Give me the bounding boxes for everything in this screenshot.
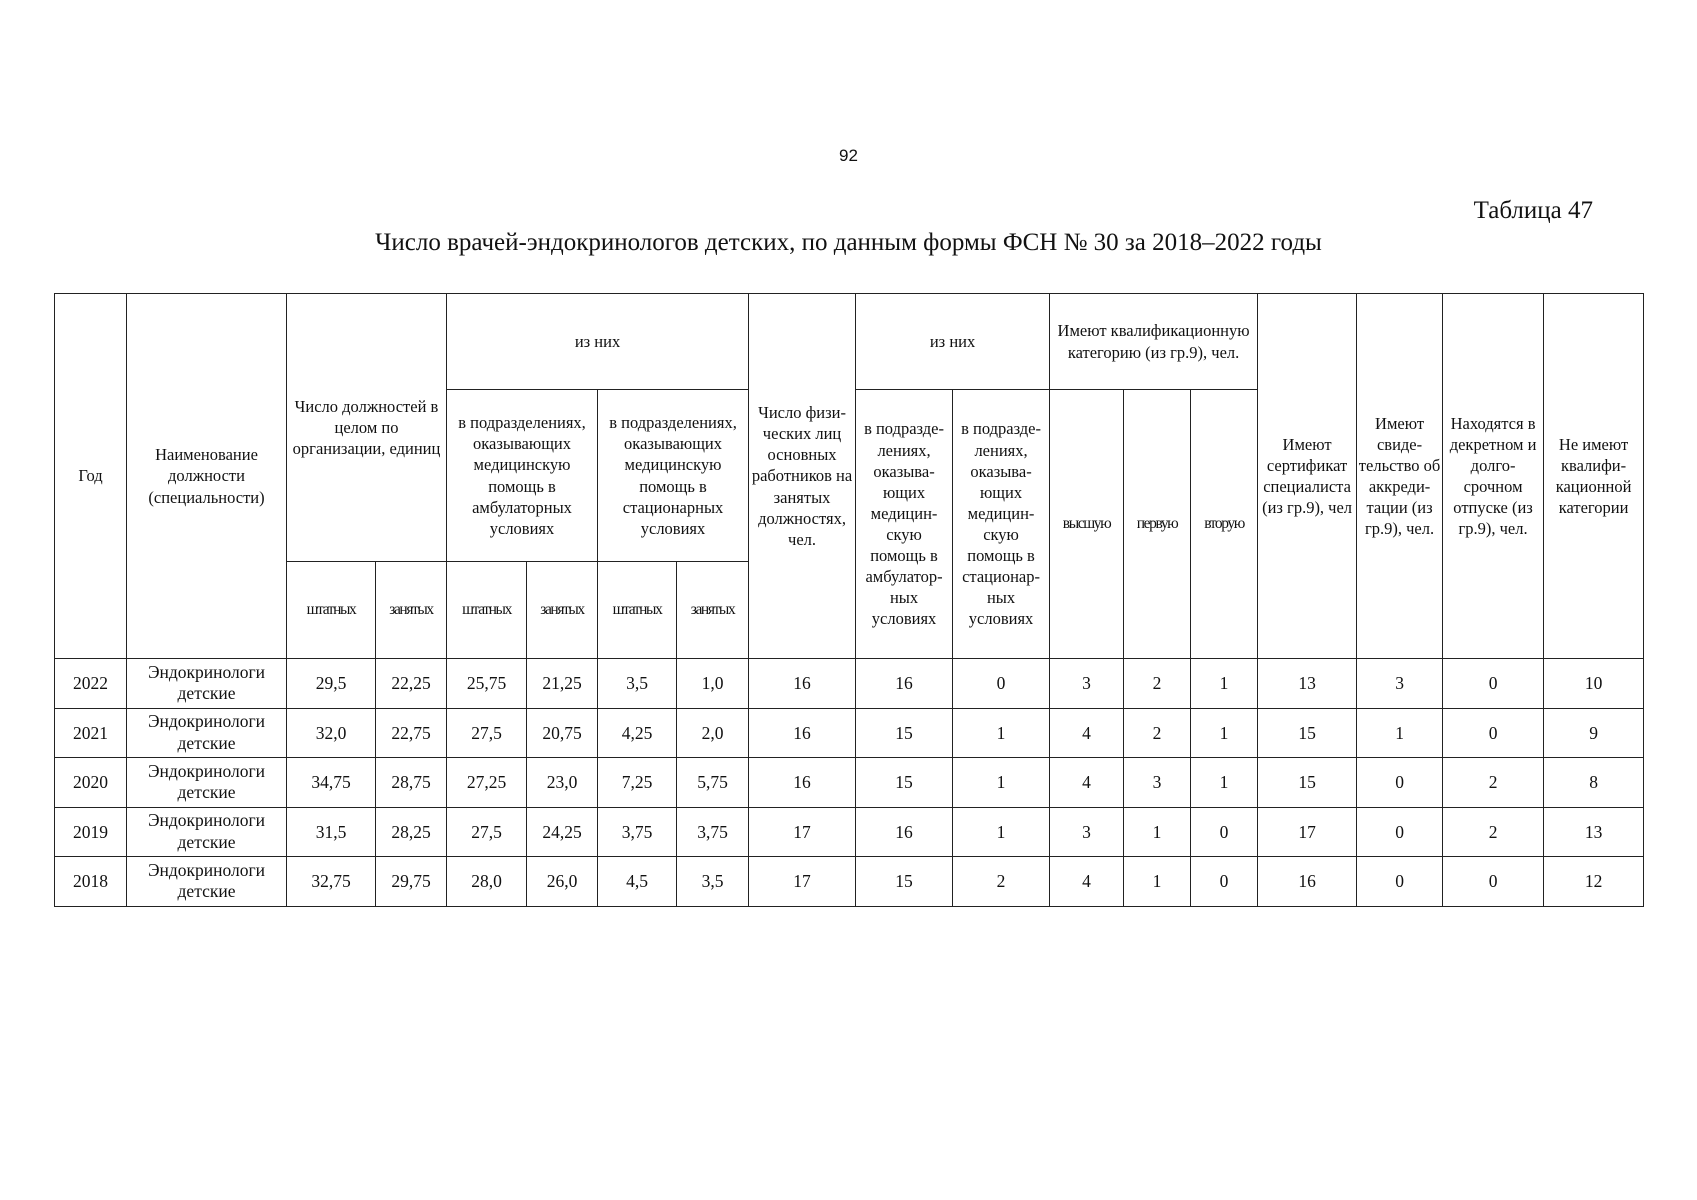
table-body (55, 659, 1644, 907)
cell-highest: 4 (1050, 857, 1124, 907)
cell-accreditation: 0 (1357, 758, 1443, 808)
page-number: 92 (839, 146, 858, 165)
cell-no-category: 10 (1544, 659, 1644, 709)
table-header (55, 294, 1644, 659)
cell-persons: 17 (749, 857, 856, 907)
cell-in-occupied: 5,75 (677, 758, 749, 808)
cell-accreditation: 0 (1357, 857, 1443, 907)
cell-year: 2018 (55, 857, 127, 907)
cell-in-occupied: 3,5 (677, 857, 749, 907)
cell-persons-out: 16 (856, 807, 953, 857)
header-physical-persons: Число физи-ческих лиц основных работников на занятых должностях, чел. (749, 294, 856, 659)
cell-leave: 0 (1443, 708, 1544, 758)
header-of-them-positions: из них (447, 294, 749, 390)
header-second: вторую (1191, 390, 1258, 659)
cell-persons-out: 15 (856, 857, 953, 907)
cell-highest: 3 (1050, 659, 1124, 709)
cell-second: 1 (1191, 758, 1258, 808)
cell-no-category: 8 (1544, 758, 1644, 808)
cell-total-staff: 34,75 (287, 758, 376, 808)
header-of-them-persons: из них (856, 294, 1050, 390)
cell-out-occupied: 21,25 (527, 659, 598, 709)
header-positions-total: Число должностей в целом по организации, единиц (287, 294, 447, 562)
cell-certificate: 15 (1258, 758, 1357, 808)
table-row (55, 708, 1644, 758)
header-total-occupied: занятых (376, 562, 447, 659)
cell-name: Эндокринологи детские (127, 807, 287, 857)
cell-year: 2021 (55, 708, 127, 758)
cell-out-occupied: 23,0 (527, 758, 598, 808)
cell-year: 2020 (55, 758, 127, 808)
physicians-table (54, 293, 1644, 907)
cell-certificate: 15 (1258, 708, 1357, 758)
header-persons-inpatient: в подразде-лениях, оказыва-ющих медицин-скую помощь в стационар-ных условиях (953, 390, 1050, 659)
cell-in-staff: 3,5 (598, 659, 677, 709)
table-label: Таблица 47 (1473, 197, 1593, 224)
cell-leave: 0 (1443, 857, 1544, 907)
cell-second: 1 (1191, 659, 1258, 709)
cell-leave: 0 (1443, 659, 1544, 709)
cell-persons: 17 (749, 807, 856, 857)
cell-name: Эндокринологи детские (127, 857, 287, 907)
cell-accreditation: 3 (1357, 659, 1443, 709)
cell-total-occupied: 28,75 (376, 758, 447, 808)
cell-total-occupied: 22,75 (376, 708, 447, 758)
cell-name: Эндокринологи детские (127, 708, 287, 758)
cell-accreditation: 1 (1357, 708, 1443, 758)
cell-second: 1 (1191, 708, 1258, 758)
cell-out-staff: 27,25 (447, 758, 527, 808)
cell-in-occupied: 2,0 (677, 708, 749, 758)
cell-highest: 4 (1050, 708, 1124, 758)
cell-no-category: 13 (1544, 807, 1644, 857)
cell-out-occupied: 26,0 (527, 857, 598, 907)
header-total-staff: штатных (287, 562, 376, 659)
cell-in-staff: 4,25 (598, 708, 677, 758)
header-accreditation: Имеют свиде-тельство об аккреди-тации (из гр.9), чел. (1357, 294, 1443, 659)
cell-certificate: 16 (1258, 857, 1357, 907)
cell-persons-in: 2 (953, 857, 1050, 907)
header-outpatient-occupied: занятых (527, 562, 598, 659)
cell-out-staff: 27,5 (447, 807, 527, 857)
cell-leave: 2 (1443, 758, 1544, 808)
cell-persons-in: 0 (953, 659, 1050, 709)
cell-persons-in: 1 (953, 758, 1050, 808)
document-title: Число врачей-эндокринологов детских, по данным формы ФСН № 30 за 2018–2022 годы (375, 229, 1322, 256)
header-first: первую (1124, 390, 1191, 659)
cell-first: 3 (1124, 758, 1191, 808)
header-outpatient-staff: штатных (447, 562, 527, 659)
cell-out-staff: 25,75 (447, 659, 527, 709)
cell-persons-in: 1 (953, 807, 1050, 857)
cell-highest: 4 (1050, 758, 1124, 808)
cell-accreditation: 0 (1357, 807, 1443, 857)
cell-second: 0 (1191, 857, 1258, 907)
cell-persons-out: 16 (856, 659, 953, 709)
cell-name: Эндокринологи детские (127, 659, 287, 709)
cell-in-staff: 7,25 (598, 758, 677, 808)
table-row (55, 758, 1644, 808)
header-inpatient-staff: штатных (598, 562, 677, 659)
header-maternity-leave: Находятся в декретном и долго-срочном отпуске (из гр.9), чел. (1443, 294, 1544, 659)
cell-first: 2 (1124, 708, 1191, 758)
cell-out-staff: 27,5 (447, 708, 527, 758)
header-certificate: Имеют сертификат специалиста (из гр.9), чел (1258, 294, 1357, 659)
cell-first: 1 (1124, 807, 1191, 857)
cell-persons-out: 15 (856, 708, 953, 758)
cell-total-occupied: 22,25 (376, 659, 447, 709)
header-inpatient-occupied: занятых (677, 562, 749, 659)
cell-in-occupied: 1,0 (677, 659, 749, 709)
cell-second: 0 (1191, 807, 1258, 857)
table-row (55, 807, 1644, 857)
cell-total-staff: 29,5 (287, 659, 376, 709)
cell-total-staff: 32,0 (287, 708, 376, 758)
cell-persons-out: 15 (856, 758, 953, 808)
cell-in-staff: 3,75 (598, 807, 677, 857)
header-highest: высшую (1050, 390, 1124, 659)
cell-persons: 16 (749, 758, 856, 808)
cell-in-occupied: 3,75 (677, 807, 749, 857)
table-row (55, 857, 1644, 907)
cell-total-staff: 32,75 (287, 857, 376, 907)
cell-no-category: 9 (1544, 708, 1644, 758)
cell-year: 2019 (55, 807, 127, 857)
cell-total-occupied: 29,75 (376, 857, 447, 907)
header-persons-outpatient: в подразде-лениях, оказыва-ющих медицин-скую помощь в амбулатор-ных условиях (856, 390, 953, 659)
header-no-qualification: Не имеют квалифи-кационной категории (1544, 294, 1644, 659)
cell-name: Эндокринологи детские (127, 758, 287, 808)
header-outpatient: в подразделениях, оказывающих медицинскую помощь в амбулаторных условиях (447, 390, 598, 562)
cell-first: 1 (1124, 857, 1191, 907)
cell-persons: 16 (749, 708, 856, 758)
cell-in-staff: 4,5 (598, 857, 677, 907)
cell-highest: 3 (1050, 807, 1124, 857)
table-row (55, 659, 1644, 709)
cell-persons: 16 (749, 659, 856, 709)
header-qualification: Имеют квалификационную категорию (из гр.9), чел. (1050, 294, 1258, 390)
header-year: Год (55, 294, 127, 659)
cell-certificate: 17 (1258, 807, 1357, 857)
cell-out-occupied: 24,25 (527, 807, 598, 857)
cell-total-staff: 31,5 (287, 807, 376, 857)
cell-out-occupied: 20,75 (527, 708, 598, 758)
cell-total-occupied: 28,25 (376, 807, 447, 857)
cell-no-category: 12 (1544, 857, 1644, 907)
cell-certificate: 13 (1258, 659, 1357, 709)
cell-first: 2 (1124, 659, 1191, 709)
header-position-name: Наименование должности (специальности) (127, 294, 287, 659)
cell-out-staff: 28,0 (447, 857, 527, 907)
cell-leave: 2 (1443, 807, 1544, 857)
cell-year: 2022 (55, 659, 127, 709)
header-inpatient: в подразделениях, оказывающих медицинскую помощь в стационарных условиях (598, 390, 749, 562)
cell-persons-in: 1 (953, 708, 1050, 758)
